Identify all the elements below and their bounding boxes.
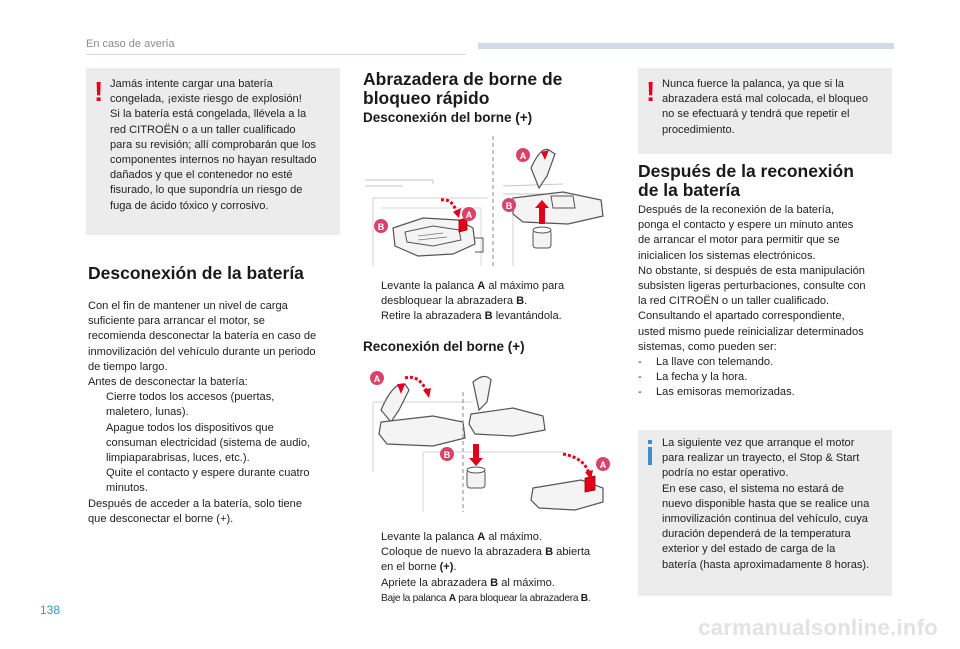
list-item: Quite el contacto y espere durante cuatro minutos. [106,467,310,495]
label-a: A [599,460,607,470]
section-title: En caso de avería [86,38,175,50]
label-a: A [465,210,473,220]
disconnection-steps [363,279,613,325]
header-bar [478,43,894,49]
list-item: Levante la palanca A al máximo. [381,531,542,543]
heading-quick-release-clamp: Abrazadera de borne de bloqueo rápido [363,69,563,108]
list-item: Retire la abrazadera B levantándola. [381,310,562,323]
info-text: La siguiente vez que arranque el motor para realizar un trayecto, el Stop & Start podría no estar operativo. En ese caso, el sistema no estará de nuevo disponible hasta que se realice una inmovilización continua del vehículo, cuya duración dependerá de la temperatura exterior y del estado de carga de la batería (hasta aproximadamente 8 horas). [662,437,870,571]
list-item: Apriete la abrazadera B al máximo. [381,576,555,589]
warning-text: Nunca fuerce la palanca, ya que si la abrazadera está mal colocada, el bloqueo no se efectuará y tendrá que repetir el procedimiento. [662,78,868,136]
heading-after-reconnection: Después de la reconexión de la batería [638,161,854,200]
after-reconnection-body: Después de la reconexión de la batería, ponga el contacto y espere un minuto antes de arrancar el motor para permitir que se inicialicen los sistemas electrónicos. No obstante, si después de esta manipulación subsisten ligeras perturbaciones, consulte con la red CITROËN o un taller cualificado. Consultando el apartado correspondiente, usted mismo puede reinicializar determinados sistemas, como pueden ser: - La llave con telemando. - La fecha y la hora. - Las emisoras memorizadas. [638,203,892,401]
label-a: A [519,151,527,161]
header-divider [86,54,466,55]
illustration-reconnection [363,362,613,522]
warning-box-lever [638,68,892,154]
list-item: Baje la palanca A para bloquear la abrazadera B. [381,592,591,604]
disconnection-body: Con el fin de mantener un nivel de carga suficiente para arrancar el motor, se recomienda desconectar la batería en caso de inmovilización del vehículo durante un periodo de tiempo largo. Antes de desconectar la batería: Cierre todos los accesos (puertas, maletero, lunas). Apague todos los dispositivos que consuman electricidad (sistema de audio, limpiaparabrisas, luces, etc.). Quite el contacto y espere durante cuatro minutos. Después de acceder a la batería, solo tiene que desconectar el borne (+). [88,299,344,527]
watermark: carmanualsonline.info [698,615,938,640]
illustration-disconnection [363,128,613,273]
info-box-stop-start [638,430,892,596]
list-item: Coloque de nuevo la abrazadera B abierta en el borne (+). [381,546,591,574]
list-item: - La fecha y la hora. [638,371,748,384]
warning-icon: ! [646,76,656,107]
label-b: B [377,222,385,232]
label-a: A [373,374,381,384]
subheading-disconnection: Desconexión del borne (+) [363,110,533,125]
list-item: - Las emisoras memorizadas. [638,386,795,399]
warning-icon: ! [94,76,104,107]
label-b: B [443,450,451,460]
list-item: Cierre todos los accesos (puertas, maletero, lunas). [106,391,275,419]
list-item: Apague todos los dispositivos que consuman electricidad (sistema de audio, limpiaparabrisas, luces, etc.). [106,421,311,465]
label-b: B [505,201,513,211]
warning-box-frozen-battery [86,68,340,235]
subheading-reconnection: Reconexión del borne (+) [363,339,525,354]
warning-text: Jamás intente cargar una batería congelada, ¡existe riesgo de explosión! Si la batería está congelada, llévela a la red CITROËN o a un taller cualificado para su revisión; allí comprobarán que los componentes internos no hayan resultado dañados y que el contenedor no esté fisurado, lo que supondría un riesgo de fuga de ácido tóxico y corrosivo. [110,78,317,212]
info-icon [648,440,652,444]
list-item: Levante la palanca A al máximo para desbloquear la abrazadera B. [381,280,565,308]
reconnection-steps [363,530,619,606]
list-item: - La llave con telemando. [638,356,774,369]
heading-battery-disconnection: Desconexión de la batería [88,263,304,283]
page-number: 138 [40,603,61,617]
